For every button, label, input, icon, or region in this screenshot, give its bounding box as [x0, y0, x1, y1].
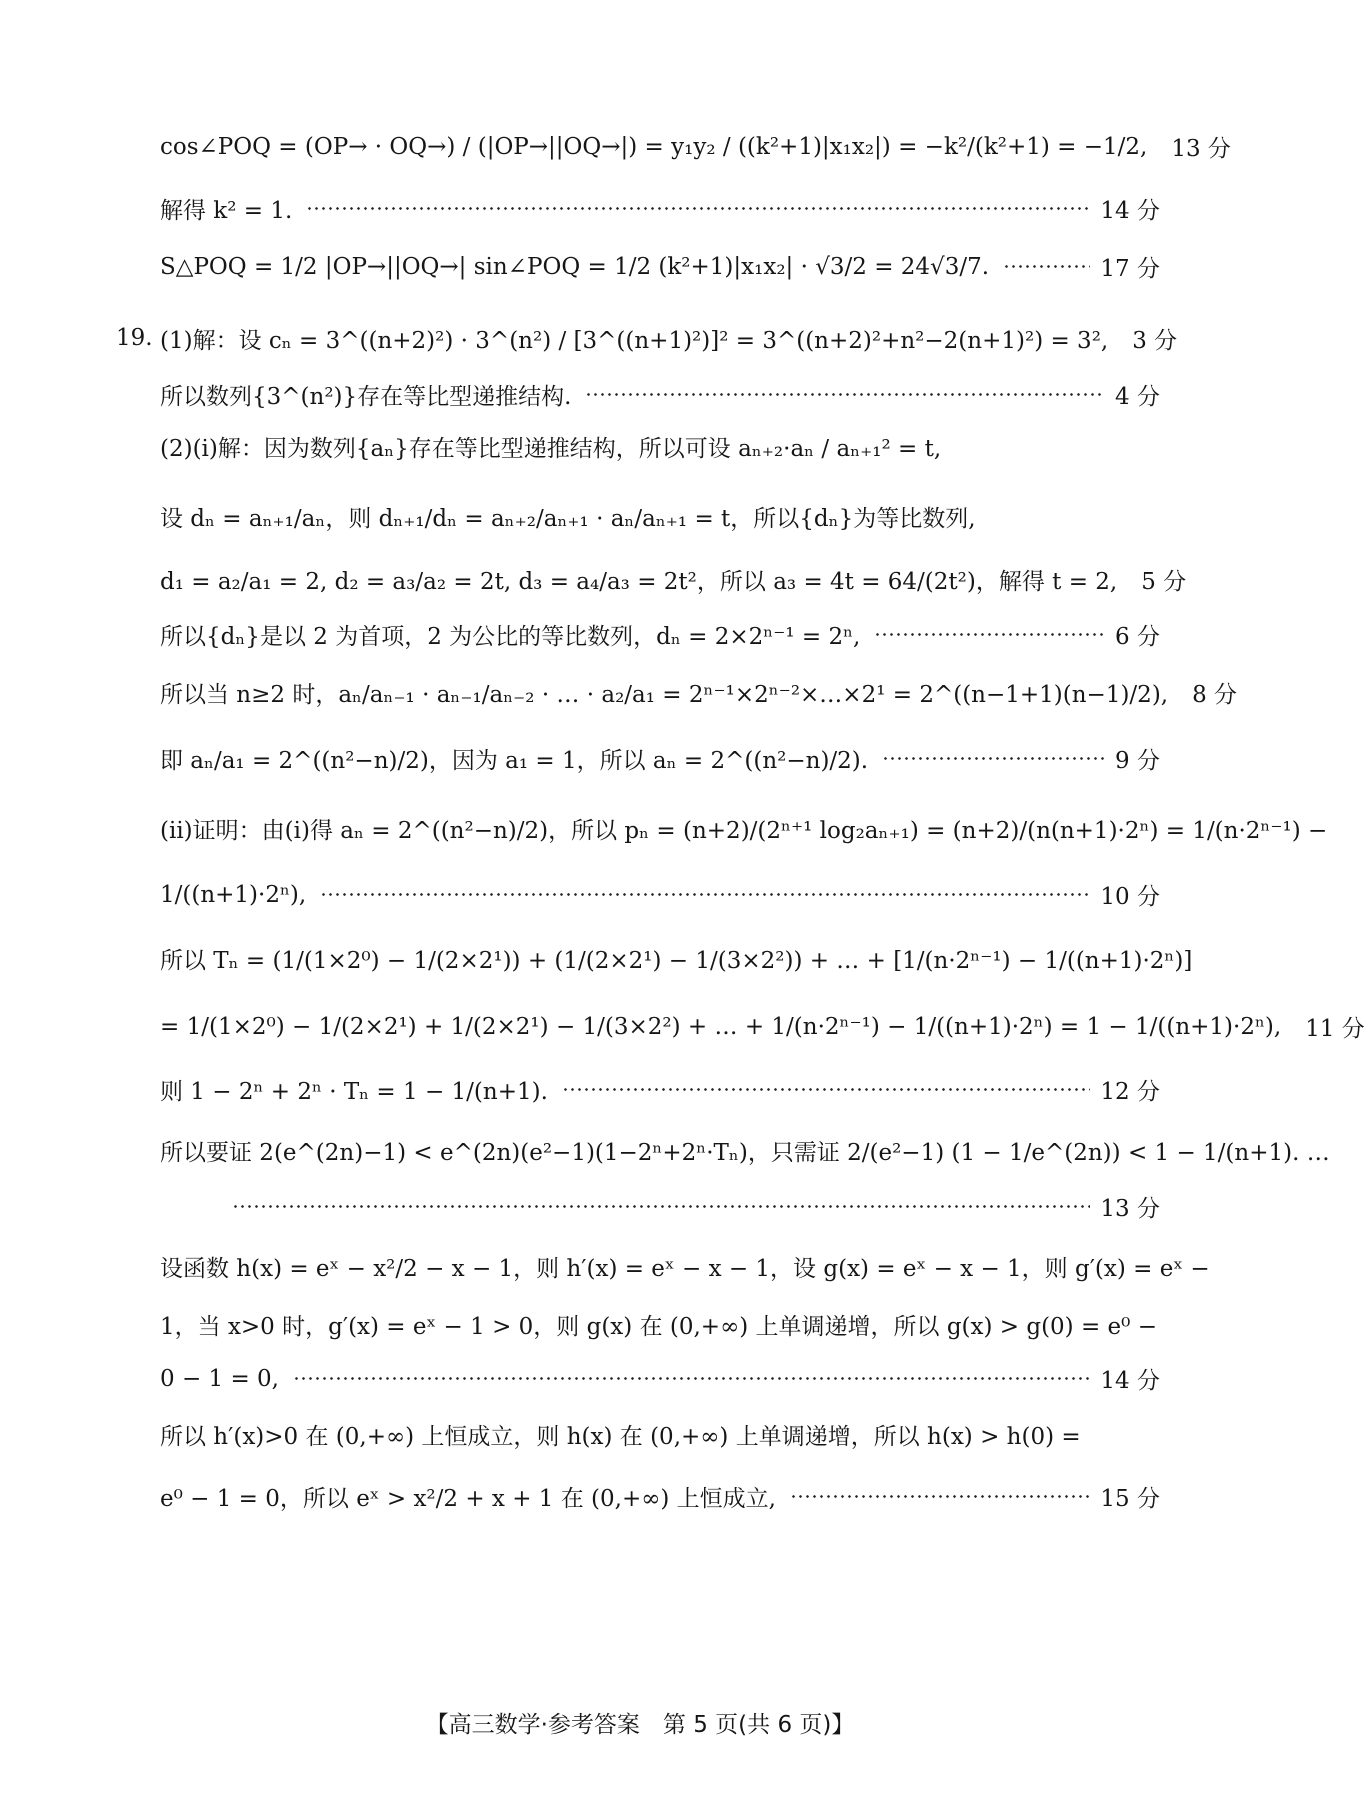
score-label: 6 分: [1115, 624, 1160, 650]
leader-dots: [232, 1205, 1090, 1208]
leader-dots: [585, 393, 1105, 396]
solution-line: [160, 1073, 1160, 1106]
leader-dots: [874, 633, 1105, 636]
leader-dots: [320, 893, 1090, 896]
solution-line: [160, 742, 1160, 775]
line-text: S△POQ = 1/2 |OP→||OQ→| sin∠POQ = 1/2 (k²+1)|x₁x₂| · √3/2 = 24√3/7.: [160, 253, 990, 280]
line-text: 则 1 − 2ⁿ + 2ⁿ · Tₙ = 1 − 1/(n+1).: [160, 1079, 548, 1105]
score-label: 11 分: [1305, 1016, 1365, 1042]
line-text: e⁰ − 1 = 0，所以 eˣ > x²/2 + x + 1 在 (0,+∞) 上恒成立,: [160, 1486, 776, 1512]
line-text: d₁ = a₂/a₁ = 2, d₂ = a₃/a₂ = 2t, d₃ = a₄/a₃ = 2t²，所以 a₃ = 4t = 64/(2t²)，解得 t = 2,: [160, 569, 1118, 595]
line-text: = 1/(1×2⁰) − 1/(2×2¹) + 1/(2×2¹) − 1/(3×2²) + … + 1/(n·2ⁿ⁻¹) − 1/((n+1)·2ⁿ) = 1 − 1/((n+1)·2ⁿ),: [160, 1013, 1282, 1040]
leader-dots: [882, 757, 1105, 760]
line-text: 所以 Tₙ = (1/(1×2⁰) − 1/(2×2¹)) + (1/(2×2¹) − 1/(3×2²)) + … + [1/(n·2ⁿ⁻¹) − 1/((n+1)·2ⁿ)]: [160, 948, 1193, 974]
line-text: (1)解：设 cₙ = 3^((n+2)²) · 3^(n²) / [3^((n+1)²)]² = 3^((n+2)²+n²−2(n+1)²) = 3²,: [160, 328, 1109, 354]
line-text: 解得 k² = 1.: [160, 198, 293, 224]
score-label: 14 分: [1100, 198, 1160, 224]
score-label: 15 分: [1100, 1486, 1160, 1512]
solution-line: [160, 878, 1160, 911]
solution-line: [160, 1480, 1160, 1513]
score-label: 3 分: [1132, 328, 1178, 354]
solution-line: [160, 1250, 1210, 1283]
question-number: 19.: [116, 325, 153, 351]
score-label: 10 分: [1100, 884, 1160, 910]
line-text: 所以要证 2(e^(2n)−1) < e^(2n)(e²−1)(1−2ⁿ+2ⁿ·Tₙ)，只需证 2/(e²−1) (1 − 1/e^(2n)) < 1 − 1/(n+1). …: [160, 1140, 1330, 1166]
solution-line: [160, 942, 1193, 975]
leader-dots: [790, 1495, 1090, 1498]
solution-line: [160, 500, 1160, 533]
line-text: 即 aₙ/a₁ = 2^((n²−n)/2)，因为 a₁ = 1，所以 aₙ = 2^((n²−n)/2).: [160, 748, 869, 774]
score-label: 13 分: [1100, 1196, 1160, 1222]
leader-dots: [562, 1088, 1091, 1091]
line-text: (2)(ⅰ)解：因为数列{aₙ}存在等比型递推结构，所以可设 aₙ₊₂·aₙ / aₙ₊₁² = t,: [160, 436, 942, 462]
leader-dots: [293, 1377, 1090, 1380]
score-label: 9 分: [1115, 748, 1160, 774]
solution-line: [160, 250, 1160, 283]
solution-line: [218, 1190, 1160, 1223]
page-footer: 【高三数学·参考答案 第 5 页(共 6 页)】: [425, 1712, 855, 1738]
line-text: 所以数列{3^(n²)}存在等比型递推结构.: [160, 384, 572, 410]
solution-line: [160, 812, 1328, 845]
line-text: 1，当 x>0 时，g′(x) = eˣ − 1 > 0，则 g(x) 在 (0,+∞) 上单调递增，所以 g(x) > g(0) = e⁰ −: [160, 1314, 1157, 1340]
solution-line: [160, 430, 1160, 463]
solution-line: [160, 1362, 1160, 1395]
score-label: 8 分: [1192, 682, 1238, 708]
solution-line: [160, 563, 1187, 596]
score-label: 5 分: [1141, 569, 1187, 595]
score-label: 13 分: [1171, 136, 1231, 162]
solution-line: [160, 1418, 1160, 1451]
line-text: 所以{dₙ}是以 2 为首项，2 为公比的等比数列，dₙ = 2×2ⁿ⁻¹ = 2ⁿ,: [160, 624, 861, 650]
score-label: 14 分: [1100, 1368, 1160, 1394]
line-text: 0 − 1 = 0,: [160, 1365, 279, 1392]
line-text: 1/((n+1)·2ⁿ),: [160, 881, 307, 908]
solution-line: [160, 192, 1160, 225]
leader-dots: [306, 207, 1090, 210]
solution-line: [160, 676, 1238, 709]
solution-line: [160, 1010, 1365, 1043]
leader-dots: [1003, 265, 1090, 268]
line-text: 设 dₙ = aₙ₊₁/aₙ，则 dₙ₊₁/dₙ = aₙ₊₂/aₙ₊₁ · aₙ/aₙ₊₁ = t，所以{dₙ}为等比数列,: [160, 506, 976, 532]
solution-line: [160, 618, 1160, 651]
line-text: cos∠POQ = (OP→ · OQ→) / (|OP→||OQ→|) = y₁y₂ / ((k²+1)|x₁x₂|) = −k²/(k²+1) = −1/2,: [160, 133, 1148, 160]
line-text: (ⅱ)证明：由(ⅰ)得 aₙ = 2^((n²−n)/2)，所以 pₙ = (n+2)/(2ⁿ⁺¹ log₂aₙ₊₁) = (n+2)/(n(n+1)·2ⁿ) = 1/(n·2ⁿ⁻¹) −: [160, 818, 1328, 844]
line-text: 所以 h′(x)>0 在 (0,+∞) 上恒成立，则 h(x) 在 (0,+∞) 上单调递增，所以 h(x) > h(0) =: [160, 1424, 1081, 1450]
score-label: 17 分: [1100, 256, 1160, 282]
solution-line: [160, 322, 1178, 355]
solution-line: [160, 1308, 1160, 1341]
line-text: 所以当 n≥2 时，aₙ/aₙ₋₁ · aₙ₋₁/aₙ₋₂ · … · a₂/a₁ = 2ⁿ⁻¹×2ⁿ⁻²×…×2¹ = 2^((n−1+1)(n−1)/2),: [160, 682, 1169, 708]
solution-line: [160, 1134, 1330, 1167]
score-label: 4 分: [1115, 384, 1160, 410]
score-label: 12 分: [1100, 1079, 1160, 1105]
solution-line: [160, 378, 1160, 411]
solution-line: [160, 130, 1231, 163]
line-text: 设函数 h(x) = eˣ − x²/2 − x − 1，则 h′(x) = eˣ − x − 1，设 g(x) = eˣ − x − 1，则 g′(x) = eˣ −: [160, 1256, 1210, 1282]
